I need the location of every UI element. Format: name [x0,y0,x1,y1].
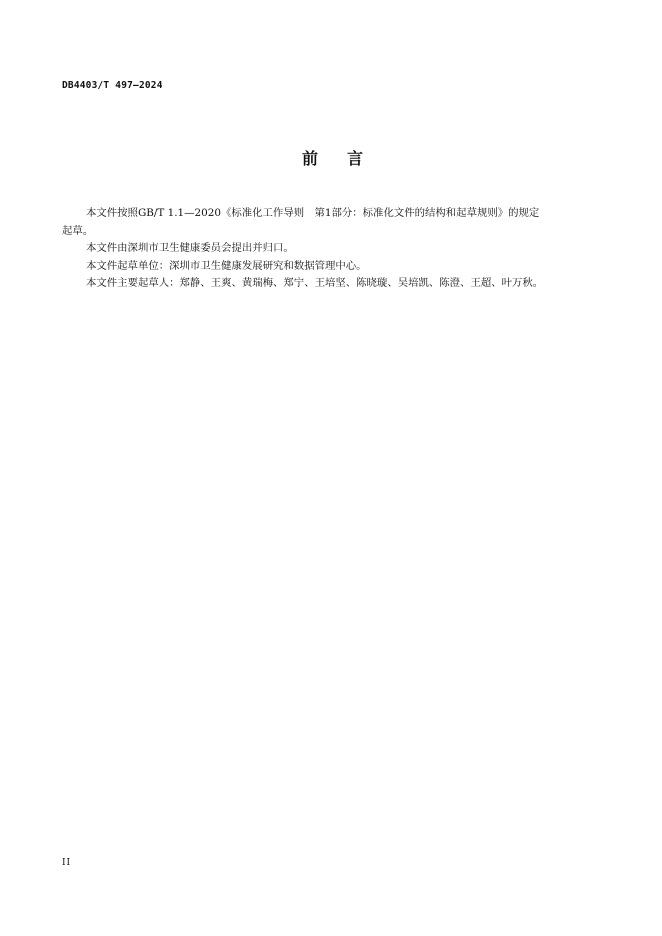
page-title [0,146,662,169]
document-code: DB4403/T 497—2024 [62,80,163,91]
paragraph-standard-basis [62,205,592,240]
paragraph-standard-basis-line-2: 起草。 [62,224,94,237]
paragraph-proposer-text: 本文件由深圳市卫生健康委员会提出并归口。 [86,242,294,254]
paragraph-drafters-text: 本文件主要起草人：郑静、王爽、黄瑞梅、郑宁、王培坚、陈晓璇、吴培凯、陈澄、王超、叶万秋。 [86,277,544,289]
page-title-char-2: 言 [347,149,365,168]
page-title-char-1: 前 [301,149,319,168]
paragraph-drafters [62,275,592,293]
paragraph-drafting-unit [62,258,592,276]
paragraph-standard-basis-line-1: 本文件按照GB/T 1.1—2020《标准化工作导则 第1部分：标准化文件的结构和起草规则》的规定 [86,207,540,219]
page-number: II [62,858,72,868]
paragraph-proposer [62,240,592,258]
paragraph-drafting-unit-text: 本文件起草单位：深圳市卫生健康发展研究和数据管理中心。 [86,259,367,272]
body-text [62,205,592,293]
